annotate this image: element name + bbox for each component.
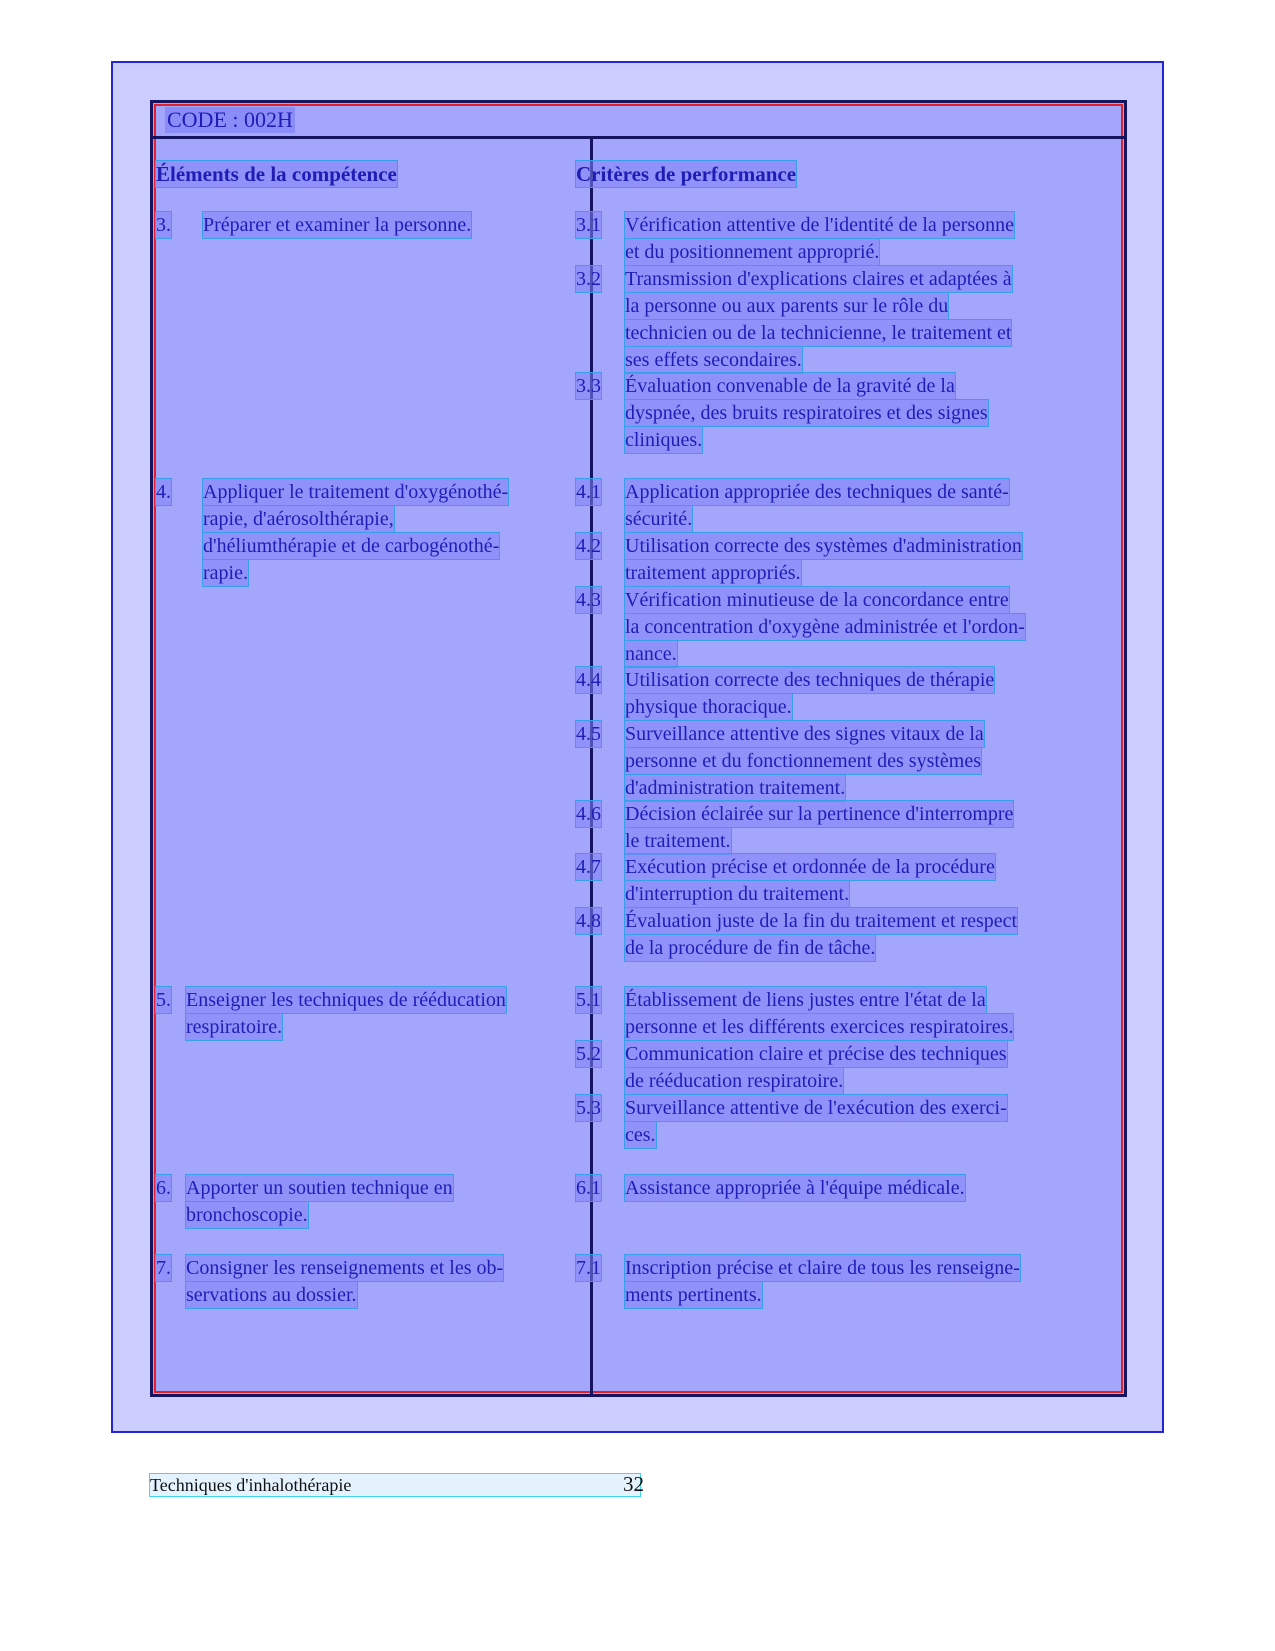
competency-table bbox=[150, 100, 1127, 1397]
criterion-number: 4.7 bbox=[576, 856, 601, 878]
criterion-line: d'administration traitement. bbox=[625, 777, 846, 799]
criterion-number: 4.1 bbox=[576, 481, 601, 503]
footer-title: Techniques d'inhalothérapie bbox=[150, 1474, 640, 1496]
code-row bbox=[153, 103, 1124, 139]
criterion-line: Vérification minutieuse de la concordance entre bbox=[625, 589, 1009, 611]
element-line: Apporter un soutien technique en bbox=[186, 1177, 453, 1199]
criterion-line: Assistance appropriée à l'équipe médicale. bbox=[625, 1177, 965, 1199]
element-line: rapie. bbox=[203, 562, 248, 584]
criterion-line: Transmission d'explications claires et adaptées à bbox=[625, 268, 1012, 290]
element-line: servations au dossier. bbox=[186, 1284, 357, 1306]
competency-code: CODE : 002H bbox=[167, 107, 293, 132]
criterion-line: Communication claire et précise des techniques bbox=[625, 1043, 1007, 1065]
criterion-number: 3.2 bbox=[576, 268, 601, 290]
criterion-line: Utilisation correcte des systèmes d'administration bbox=[625, 535, 1022, 557]
criterion-line: Établissement de liens justes entre l'état de la bbox=[625, 989, 986, 1011]
element-number: 6. bbox=[156, 1177, 171, 1199]
criteria-header: Critères de performance bbox=[576, 162, 797, 186]
criterion-number: 6.1 bbox=[576, 1177, 601, 1199]
criterion-line: Surveillance attentive de l'exécution des exerci- bbox=[625, 1097, 1007, 1119]
element-line: respiratoire. bbox=[186, 1016, 283, 1038]
criterion-number: 3.3 bbox=[576, 375, 601, 397]
criterion-line: d'interruption du traitement. bbox=[625, 883, 850, 905]
criterion-line: la personne ou aux parents sur le rôle du bbox=[625, 295, 949, 317]
criterion-line: Décision éclairée sur la pertinence d'interrompre bbox=[625, 803, 1014, 825]
criterion-line: nance. bbox=[625, 643, 677, 665]
criterion-number: 5.1 bbox=[576, 989, 601, 1011]
criterion-number: 4.3 bbox=[576, 589, 601, 611]
criterion-line: Application appropriée des techniques de santé- bbox=[625, 481, 1009, 503]
criterion-number: 4.4 bbox=[576, 669, 601, 691]
criterion-line: de rééducation respiratoire. bbox=[625, 1070, 844, 1092]
element-line: d'héliumthérapie et de carbogénothé- bbox=[203, 535, 500, 557]
criterion-number: 4.8 bbox=[576, 910, 601, 932]
criterion-line: technicien ou de la technicienne, le traitement et bbox=[625, 322, 1012, 344]
criterion-number: 5.3 bbox=[576, 1097, 601, 1119]
criterion-line: sécurité. bbox=[625, 508, 693, 530]
criterion-line: physique thoracique. bbox=[625, 696, 792, 718]
criterion-line: Exécution précise et ordonnée de la procédure bbox=[625, 856, 995, 878]
element-number: 7. bbox=[156, 1257, 171, 1279]
elements-header: Éléments de la compétence bbox=[156, 162, 397, 186]
criterion-number: 3.1 bbox=[576, 214, 601, 236]
criterion-line: personne et du fonctionnement des systèmes bbox=[625, 750, 982, 772]
criterion-line: ces. bbox=[625, 1124, 656, 1146]
element-line: Enseigner les techniques de rééducation bbox=[186, 989, 506, 1011]
criterion-number: 4.2 bbox=[576, 535, 601, 557]
element-line: Consigner les renseignements et les ob- bbox=[186, 1257, 504, 1279]
criterion-line: Inscription précise et claire de tous les renseigne- bbox=[625, 1257, 1020, 1279]
column-divider bbox=[590, 139, 593, 1397]
criterion-line: cliniques. bbox=[625, 429, 703, 451]
criterion-number: 5.2 bbox=[576, 1043, 601, 1065]
element-line: Préparer et examiner la personne. bbox=[203, 214, 472, 236]
criterion-line: Utilisation correcte des techniques de thérapie bbox=[625, 669, 995, 691]
criterion-line: traitement appropriés. bbox=[625, 562, 801, 584]
element-line: Appliquer le traitement d'oxygénothé- bbox=[203, 481, 509, 503]
criterion-line: et du positionnement approprié. bbox=[625, 241, 880, 263]
criterion-number: 7.1 bbox=[576, 1257, 601, 1279]
criterion-line: le traitement. bbox=[625, 830, 731, 852]
criterion-line: dyspnée, des bruits respiratoires et des signes bbox=[625, 402, 988, 424]
criterion-line: Évaluation juste de la fin du traitement et respect bbox=[625, 910, 1018, 932]
criterion-number: 4.5 bbox=[576, 723, 601, 745]
element-number: 4. bbox=[156, 481, 171, 503]
criterion-line: Surveillance attentive des signes vitaux de la bbox=[625, 723, 984, 745]
criterion-line: Vérification attentive de l'identité de la personne bbox=[625, 214, 1015, 236]
page-number: 32 bbox=[623, 1472, 644, 1496]
element-number: 3. bbox=[156, 214, 171, 236]
element-number: 5. bbox=[156, 989, 171, 1011]
criterion-line: de la procédure de fin de tâche. bbox=[625, 937, 876, 959]
criterion-line: la concentration d'oxygène administrée et l'ordon- bbox=[625, 616, 1025, 638]
criterion-line: ses effets secondaires. bbox=[625, 349, 802, 371]
element-line: bronchoscopie. bbox=[186, 1204, 308, 1226]
criterion-line: personne et les différents exercices respiratoires. bbox=[625, 1016, 1014, 1038]
element-line: rapie, d'aérosolthérapie, bbox=[203, 508, 394, 530]
criterion-number: 4.6 bbox=[576, 803, 601, 825]
criterion-line: ments pertinents. bbox=[625, 1284, 762, 1306]
criterion-line: Évaluation convenable de la gravité de la bbox=[625, 375, 955, 397]
